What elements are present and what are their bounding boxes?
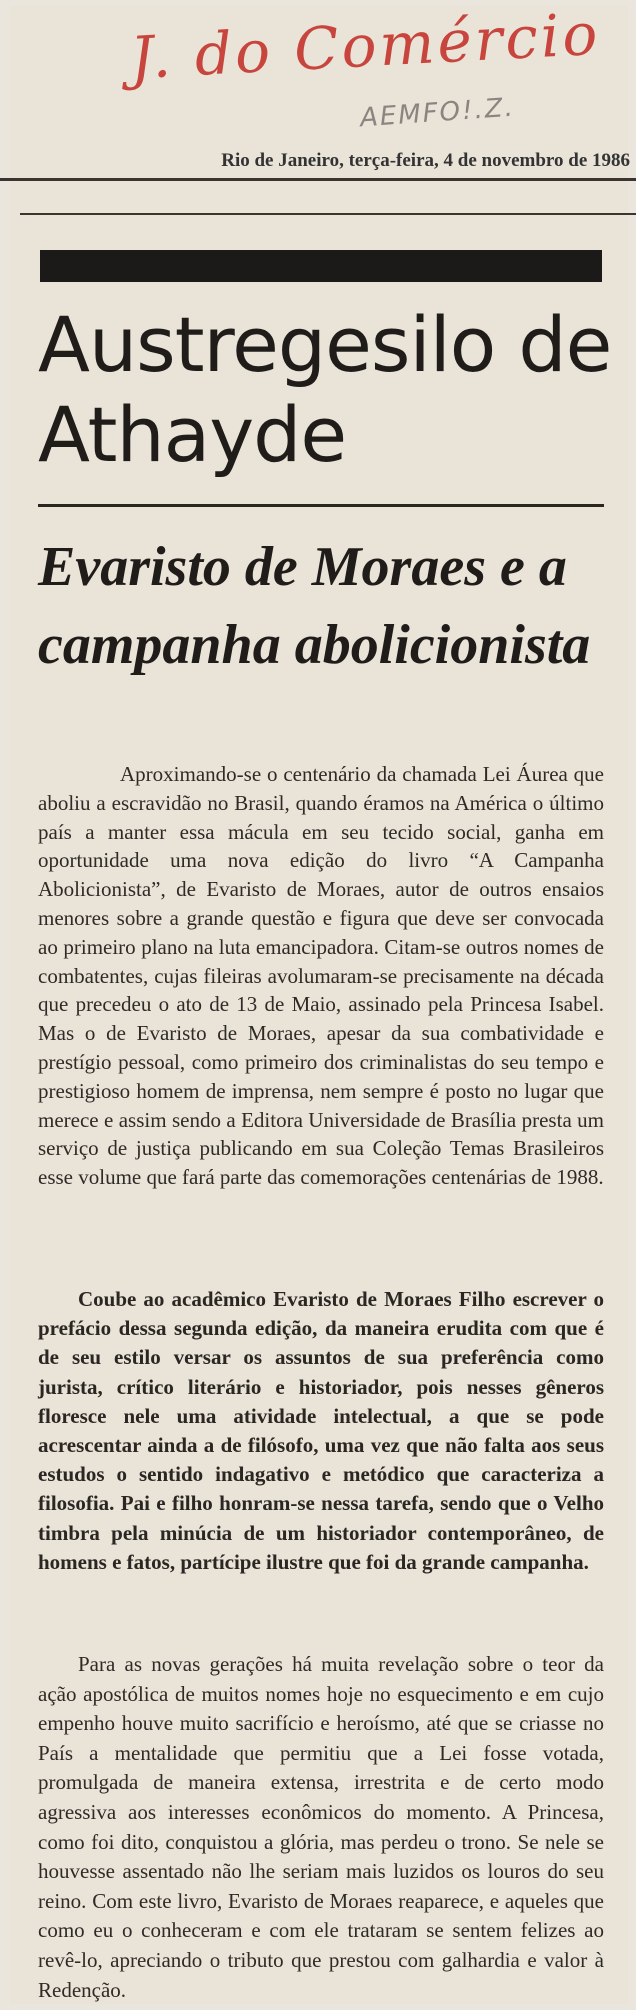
columnist-name: Austregesilo de Athayde	[38, 300, 612, 479]
article-headline: Evaristo de Moraes e a campanha abolicionista	[38, 536, 591, 676]
column-banner-bar	[40, 250, 602, 282]
article-paragraph-2: Coube ao acadêmico Evaristo de Moraes Filho escrever o prefácio dessa segunda edição, da maneira erudita com que é de seu estilo versar os assuntos de sua preferência como jurista, crítico literário e historiador, pois nesses gêneros floresce nele uma atividade intelectual, a que se pode acrescentar ainda a de filósofo, uma vez que não falta aos seus estudos o sentido indagativo e metódico que caracteriza a filosofia. Pai e filho honram-se nessa tarefa, sendo que o Velho timbra pela minúcia de um historiador contemporâneo, de homens e fatos, partícipe ilustre que foi da grande campanha.	[38, 1287, 604, 1574]
article-paragraph-3: Para as novas gerações há muita revelação sobre o teor da ação apostólica de muitos nomes hoje no esquecimento e em cujo empenho houve muito sacrifício e heroísmo, até que se criasse no País a mentalidade que permitiu que a Lei fosse votada, promulgada de maneira extensa, irrestrita e de certo modo agressiva aos interesses econômicos do momento. A Princesa, como foi dito, conquistou a glória, mas perdeu o trono. Se nele se houvesse assentado não lhe seriam mais luzidos os louros do seu reino. Com este livro, Evaristo de Moraes reaparece, e aqueles que como eu o conheceram e com ele trataram se sentem felizes ao revê-lo, apreciando o tributo que prestou com galhardia e valor à Redenção.	[38, 1652, 604, 2002]
handwritten-source-note: J. do Comércio	[128, 0, 602, 93]
article-paragraph-1: Aproximando-se o centenário da chamada Lei Áurea que aboliu a escravidão no Brasil, quando éramos na América o último país a manter essa mácula em seu tecido social, ganha em oportunidade uma nova edição do livro “A Campanha Abolicionista”, de Evaristo de Moraes, autor de outros ensaios menores sobre a grande questão e figura que deve ser convocada ao primeiro plano na luta emancipadora. Citam-se outros nomes de combatentes, cujas fileiras avolumaram-se precisamente na década que precedeu o ato de 13 de Maio, assinado pela Princesa Isabel. Mas o de Evaristo de Moraes, apesar da sua combatividade e prestígio pessoal, como primeiro dos criminalistas do seu tempo e prestigioso homem de imprensa, nem sempre é posto no lugar que merece e assim sendo a Editora Universidade de Brasília presta um serviço de justiça publicando em sua Coleção Temas Brasileiros esse volume que fará parte das comemorações centenárias de 1988.	[38, 762, 604, 1190]
title-divider	[38, 504, 604, 507]
dateline: Rio de Janeiro, terça-feira, 4 de novembro de 1986	[221, 150, 630, 171]
pencil-archive-note: AEMFO!.Z.	[359, 92, 516, 134]
header-rule-bottom	[20, 213, 636, 215]
header-rule-top	[0, 178, 636, 181]
